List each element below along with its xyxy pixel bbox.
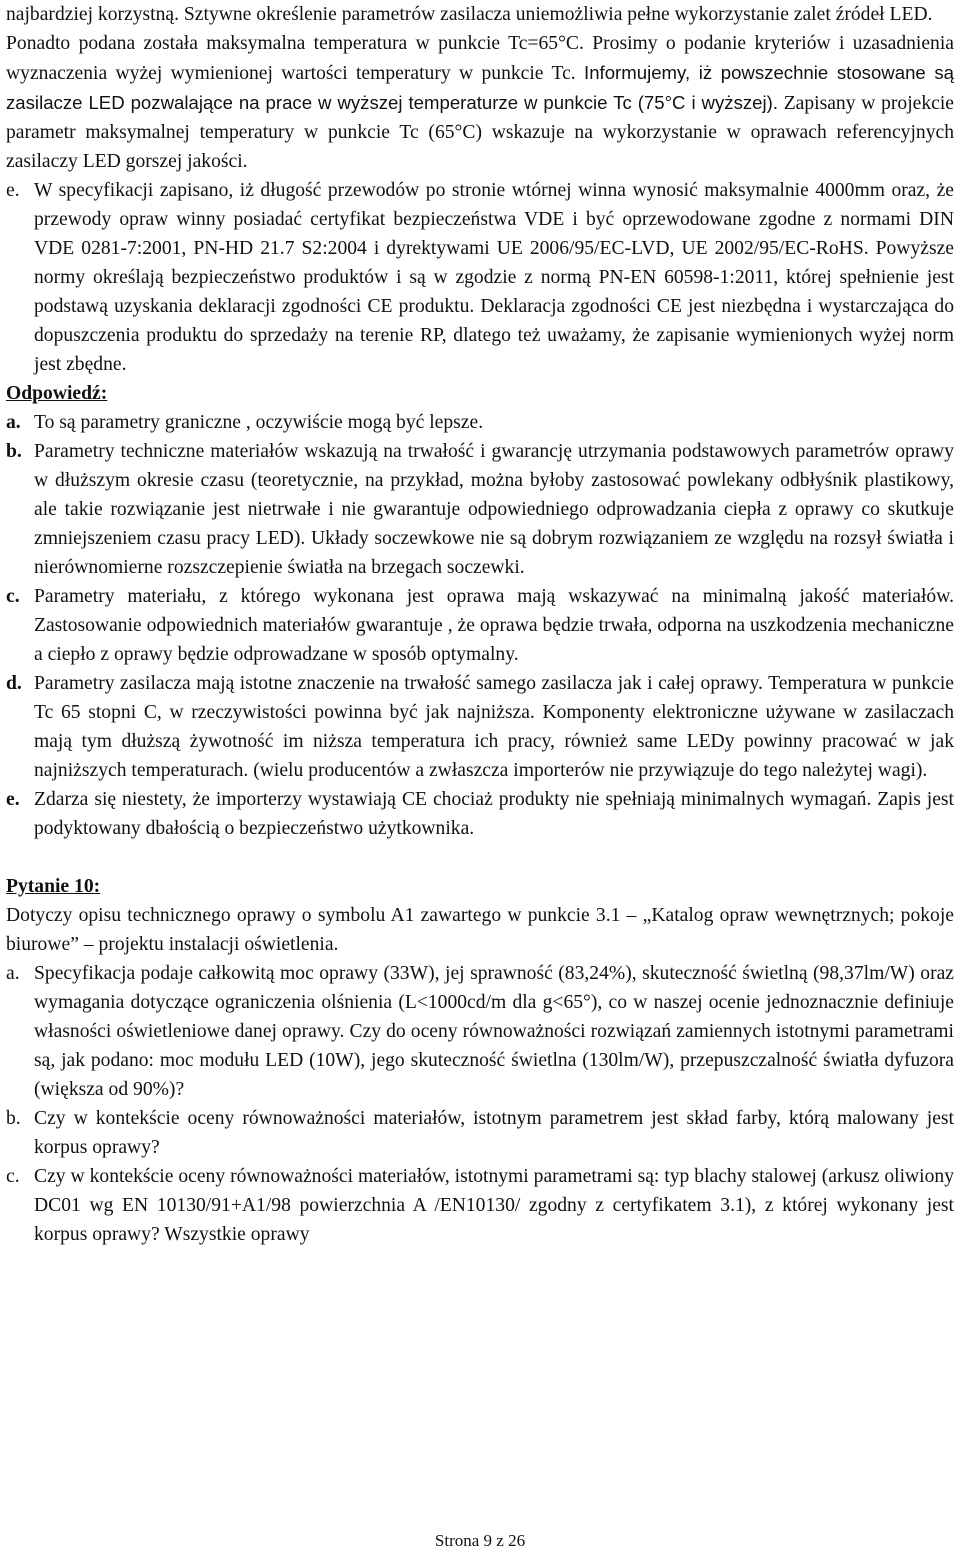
question-10-intro: Dotyczy opisu technicznego oprawy o symbolu A1 zawartego w punkcie 3.1 – „Katalog opraw wewnętrznych; pokoje biurowe” – projektu instalacji oświetlenia. (6, 905, 954, 955)
item-text: Specyfikacja podaje całkowitą moc oprawy (33W), jej sprawność (83,24%), skuteczność świetlną (98,37lm/W) oraz wymagania dotyczące ograniczenia olśnienia (L<1000cd/m dla g<65°), co w naszej ocenie jednoznacznie definiuje własności oświetleniowe danej oprawy. Czy do oceny równoważności rozwiązań zamiennych istotnymi parametrami są, jak podano: moc modułu LED (10W), jego skuteczność świetlna (130lm/W), przepuszczalność światła dyfuzora (większa od 90%)? (34, 963, 954, 1100)
intro-text-c: Zapisany w projekcie parametr maksymalnej temperatury w punkcie Tc (65°C) wskazuje na wykorzystanie w oprawach referencyjnych zasilaczy LED gorszej jakości. (6, 93, 954, 172)
item-marker: e. (6, 180, 20, 201)
item-text: Czy w kontekście oceny równoważności materiałów, istotnymi parametrami są: typ blachy stalowej (arkusz oliwiony DC01 wg EN 10130/91+A1/98 powierzchnia A /EN10130/ zgodny z certyfikatem 3.1), z której wykonany jest korpus oprawy? Wszystkie oprawy (34, 1166, 954, 1245)
page-number: Strona 9 z 26 (434, 1531, 526, 1550)
item-text: W specyfikacji zapisano, iż długość przewodów po stronie wtórnej winna wynosić maksymalnie 4000mm oraz, że przewody opraw winny posiadać certyfikat bezpieczeństwa VDE i być oprzewodowane zgodne z normami DIN VDE 0281-7:2001, PN-HD 21.7 S2:2004 i dyrektywami UE 2006/95/EC-LVD, UE 2002/95/EC-RoHS. Powyższe normy określają bezpieczeństwo produktów i są w zgodzie z normą PN-EN 60598-1:2011, której spełnienie jest podstawą uzyskania deklaracji zgodności CE produktu. Deklaracja zgodności CE jest niezbędna i wystarczająca do dopuszczenia produktu do sprzedaży na terenie RP, dlatego też uważamy, że zapisanie wymienionych wyżej norm jest zbędne. (34, 180, 954, 375)
item-text: Zdarza się niestety, że importerzy wystawiają CE chociaż produkty nie spełniają minimalnych wymagań. Zapis jest podyktowany dbałością o bezpieczeństwo użytkownika. (34, 789, 954, 839)
item-marker: e. (6, 789, 20, 810)
item-marker: a. (6, 412, 21, 433)
answer-item-d (6, 669, 954, 785)
intro-line-top: najbardziej korzystną. Sztywne określenie parametrów zasilacza uniemożliwia pełne wykorzystanie zalet źródeł LED. (6, 4, 933, 25)
question-item-e (6, 176, 954, 379)
item-marker: c. (6, 1166, 20, 1187)
item-text: Parametry materiału, z którego wykonana jest oprawa mają wskazywać na minimalną jakość materiałów. Zastosowanie odpowiednich materiałów gwarantuje , że oprawa będzie trwała, odporna na uszkodzenia mechaniczne a ciepło z oprawy będzie odprowadzane w sposób optymalny. (34, 586, 954, 665)
item-marker: d. (6, 673, 22, 694)
answer-item-e (6, 785, 954, 843)
question-10-item-c (6, 1162, 954, 1249)
answer-item-b (6, 437, 954, 582)
item-marker: c. (6, 586, 20, 607)
intro-text-a: Ponadto podana została maksymalna temperatura w punkcie Tc=65°C. Prosimy o podanie kryteriów i uzasadnienia wyznaczenia wyżej wymienionej wartości temperatury w punkcie Tc. (6, 33, 954, 84)
item-text: Parametry techniczne materiałów wskazują na trwałość i gwarancję utrzymania podstawowych parametrów oprawy w dłuższym okresie czasu (teoretycznie, na przykład, można byłoby zastosować powlekany odbłyśnik plastikowy, ale takie rozwiązanie jest nietrwałe i nie gwarantuje odpowiedniego odprowadzania ciepła z oprawy co skutkuje zmniejszeniem czasu pracy LED). Układy soczewkowe nie są dobrym rozwiązaniem ze względu na rozsył światła i nierównomierne rozszczepienie światła na brzegach soczewki. (34, 441, 954, 578)
item-marker: b. (6, 1108, 21, 1129)
section-spacer (6, 843, 954, 872)
item-marker: a. (6, 963, 20, 984)
item-text: Parametry zasilacza mają istotne znaczenie na trwałość samego zasilacza jak i całej oprawy. Temperatura w punkcie Tc 65 stopni C, w rzeczywistości powinna być jak najniższa. Komponenty elektroniczne używane w zasilaczach mają tym dłuższą żywotność im niższa temperatura ich pracy, również same LEDy powinny pracować w jak najniższych temperaturach. (wielu producentów a zwłaszcza importerów nie przywiązuje do tego należytej wagi). (34, 673, 954, 781)
question-10-heading: Pytanie 10: (6, 876, 101, 897)
intro-text-b: Informujemy, iż powszechnie stosowane są zasilacze LED pozwalające na prace w wyższej temperaturze w punkcie Tc (75°C i wyższej). (6, 62, 954, 113)
item-text: Czy w kontekście oceny równoważności materiałów, istotnym parametrem jest skład farby, którą malowany jest korpus oprawy? (34, 1108, 954, 1158)
question-10-item-a (6, 959, 954, 1104)
question-10-item-b (6, 1104, 954, 1162)
answer-heading: Odpowiedź: (6, 383, 108, 404)
item-text: To są parametry graniczne , oczywiście mogą być lepsze. (34, 412, 484, 433)
item-marker: b. (6, 441, 22, 462)
intro-paragraph-2 (6, 29, 954, 176)
answer-item-a (6, 408, 954, 437)
intro-paragraph-1 (6, 0, 954, 29)
answer-item-c (6, 582, 954, 669)
document-page (6, 0, 954, 1249)
